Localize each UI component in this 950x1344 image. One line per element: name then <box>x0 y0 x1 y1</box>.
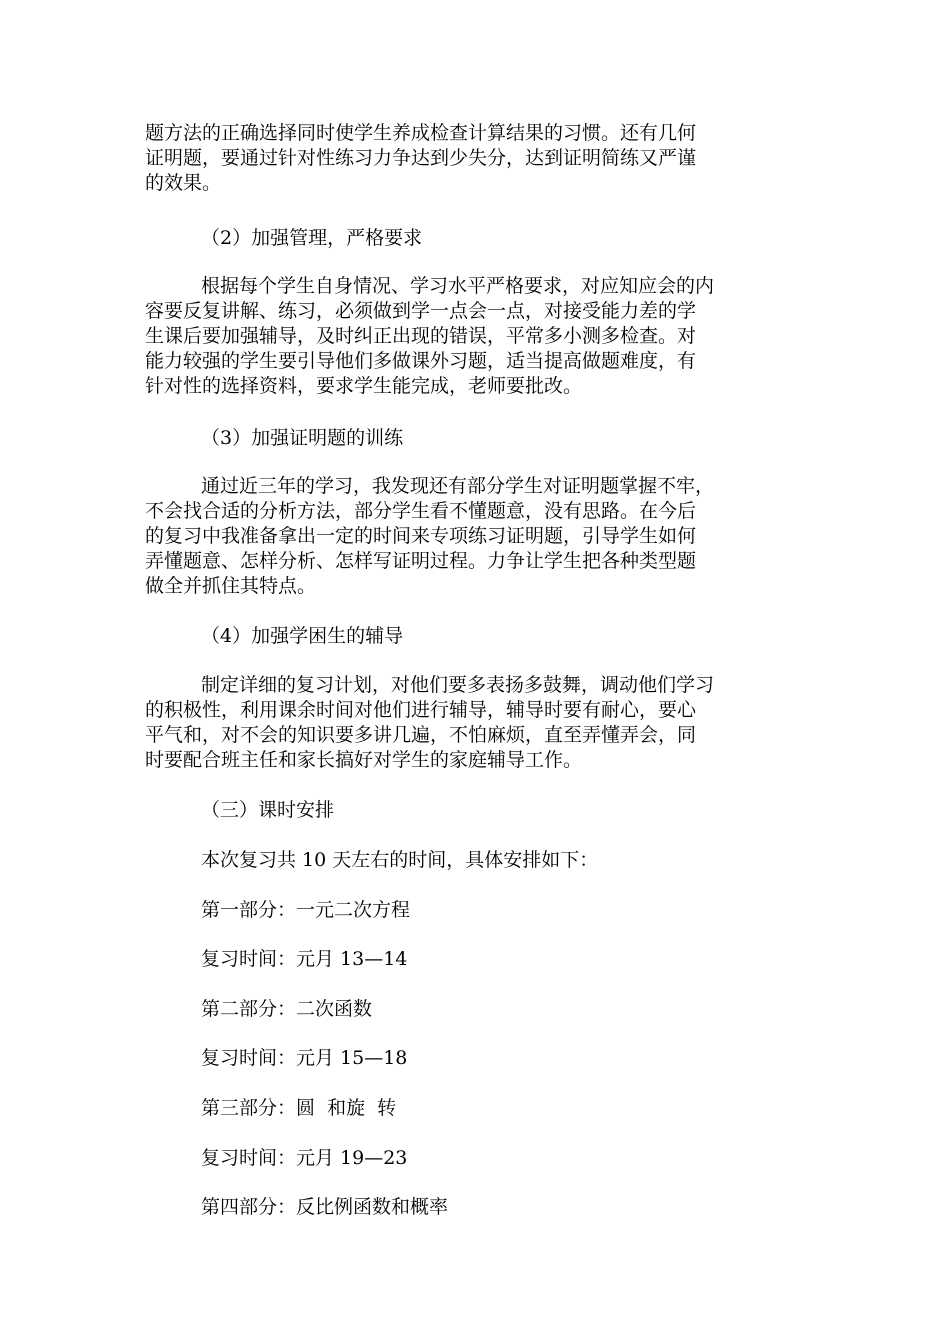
schedule-part-4: 第四部分：反比例函数和概率 <box>201 1196 449 1218</box>
text-line: 根据每个学生自身情况、学习水平严格要求，对应知应会的内 <box>201 275 715 297</box>
text-line: 生课后要加强辅导，及时纠正出现的错误，平常多小测多检查。对 <box>145 325 697 347</box>
text-line: 平气和，对不会的知识要多讲几遍，不怕麻烦，直至弄懂弄会，同 <box>145 724 697 746</box>
text-line: 时要配合班主任和家长搞好对学生的家庭辅导工作。 <box>145 749 583 771</box>
schedule-time-1: 复习时间：元月 13—14 <box>201 948 408 970</box>
text-line: 针对性的选择资料，要求学生能完成，老师要批改。 <box>145 375 583 397</box>
paragraph-management <box>145 274 805 399</box>
heading-strengthen-management: （2）加强管理，严格要求 <box>201 227 423 249</box>
text-line: 做全并抓住其特点。 <box>145 575 317 597</box>
text-line: 题方法的正确选择同时使学生养成检查计算结果的习惯。还有几何 <box>145 122 697 144</box>
heading-struggling-students: （4）加强学困生的辅导 <box>201 625 404 647</box>
text-line: 容要反复讲解、练习，必须做到学一点会一点，对接受能力差的学 <box>145 300 697 322</box>
text-line: 的复习中我准备拿出一定的时间来专项练习证明题，引导学生如何 <box>145 525 697 547</box>
text-line: 的积极性，利用课余时间对他们进行辅导，辅导时要有耐心，要心 <box>145 699 697 721</box>
paragraph-proof-training <box>145 474 805 599</box>
schedule-part-2: 第二部分：二次函数 <box>201 998 373 1020</box>
text-line: 不会找合适的分析方法，部分学生看不懂题意，没有思路。在今后 <box>145 500 697 522</box>
paragraph-struggling-students <box>145 673 805 773</box>
text-line: 的效果。 <box>145 172 222 194</box>
text-line: 能力较强的学生要引导他们多做课外习题，适当提高做题难度，有 <box>145 350 697 372</box>
text-line: 制定详细的复习计划，对他们要多表扬多鼓舞，调动他们学习 <box>201 674 715 696</box>
schedule-time-2: 复习时间：元月 15—18 <box>201 1047 408 1069</box>
text-line: 证明题，要通过针对性练习力争达到少失分，达到证明简练又严谨 <box>145 147 697 169</box>
heading-proof-training: （3）加强证明题的训练 <box>201 427 404 449</box>
schedule-part-1: 第一部分：一元二次方程 <box>201 899 411 921</box>
heading-class-schedule: （三）课时安排 <box>201 799 335 821</box>
schedule-intro: 本次复习共 10 天左右的时间，具体安排如下： <box>201 849 599 871</box>
text-line: 通过近三年的学习，我发现还有部分学生对证明题掌握不牢， <box>201 475 715 497</box>
text-line: 弄懂题意、怎样分析、怎样写证明过程。力争让学生把各种类型题 <box>145 550 697 572</box>
schedule-part-3: 第三部分：圆 和旋 转 <box>201 1097 397 1119</box>
paragraph-continuation <box>145 121 805 196</box>
schedule-time-3: 复习时间：元月 19—23 <box>201 1147 408 1169</box>
